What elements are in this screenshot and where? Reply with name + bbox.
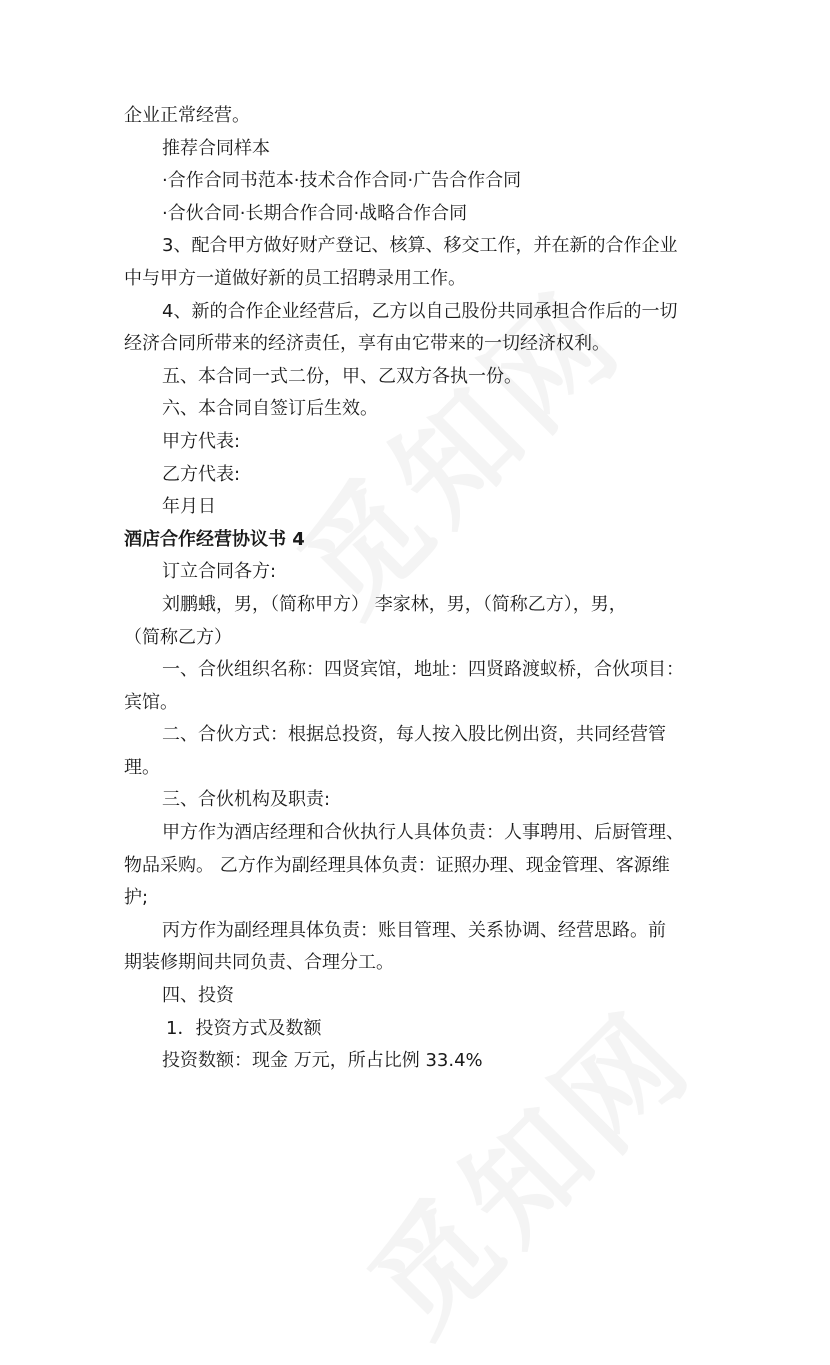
paragraph-line: 五、本合同一式二份，甲、乙双方各执一份。 [162, 365, 522, 387]
paragraph-line: 1．投资方式及数额 [166, 1017, 322, 1039]
paragraph-line: 投资数额：现金 万元，所占比例 33.4% [162, 1050, 483, 1072]
paragraph-line: ·合伙合同·长期合作合同·战略合作合同 [162, 202, 468, 224]
paragraph-line: （简称乙方） [124, 626, 232, 648]
paragraph-line: 推荐合同样本 [162, 137, 270, 159]
paragraph-line: 二、合伙方式：根据总投资，每人按入股比例出资，共同经营管 [162, 724, 666, 746]
paragraph-line: 四、投资 [162, 985, 234, 1007]
paragraph-line: 中与甲方一道做好新的员工招聘录用工作。 [124, 267, 466, 289]
paragraph-line: 刘鹏蛾，男，（简称甲方） 李家林，男，（简称乙方），男， [162, 593, 627, 615]
paragraph-line: 甲方作为酒店经理和合伙执行人具体负责：人事聘用、后厨管理、 [162, 822, 684, 844]
paragraph-line: 丙方作为副经理具体负责：账目管理、关系协调、经营思路。前 [162, 919, 666, 941]
paragraph-line: 经济合同所带来的经济责任，享有由它带来的一切经济权利。 [124, 333, 610, 355]
section-heading: 酒店合作经营协议书 4 [124, 528, 305, 550]
paragraph-line: 宾馆。 [124, 691, 178, 713]
signature-label-party-a: 甲方代表: [162, 430, 241, 452]
paragraph-line: ·合作合同书范本·技术合作合同·广告合作合同 [162, 170, 522, 192]
paragraph-line: 三、合伙机构及职责: [162, 789, 331, 811]
paragraph-line: 企业正常经营。 [124, 105, 250, 126]
paragraph-line: 护; [124, 887, 149, 909]
paragraph-line: 六、本合同自签订后生效。 [162, 398, 378, 420]
date-label: 年月日 [162, 496, 216, 518]
paragraph-line: 理。 [124, 756, 160, 778]
paragraph-line: 一、合伙组织名称：四贤宾馆，地址：四贤路渡蚁桥，合伙项目： [162, 659, 684, 681]
signature-label-party-b: 乙方代表: [162, 463, 241, 485]
paragraph-line: 期装修期间共同负责、合理分工。 [124, 952, 394, 974]
paragraph-line: 4、新的合作企业经营后，乙方以自己股份共同承担合作后的一切 [162, 300, 678, 322]
paragraph-line: 3、配合甲方做好财产登记、核算、移交工作，并在新的合作企业 [162, 235, 678, 257]
paragraph-line: 订立合同各方: [162, 561, 277, 583]
document-body [124, 100, 714, 1078]
paragraph-line: 物品采购。 乙方作为副经理具体负责：证照办理、现金管理、客源维 [124, 854, 670, 876]
